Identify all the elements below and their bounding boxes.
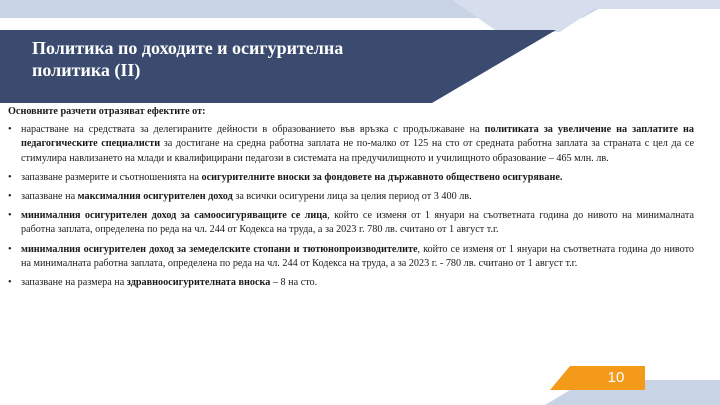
bullet-emphasis: осигурителните вноски за фондовете на държавното обществено осигуряване.: [201, 171, 563, 183]
slide-title: Политика по доходите и осигурителна политика (II): [32, 38, 344, 80]
bullet-dot-icon: •: [8, 210, 12, 222]
bullet-emphasis: здравноосигурителната вноска: [126, 277, 271, 289]
bullet-text: , който се изменя от 1 януари на съответната година до нивото на минималната работна заплата, определена по реда на чл. 244 от Кодекса на труда, а за 2023 г. 780 лв. считано от 1 август т.г.: [21, 210, 694, 236]
bullet-dot-icon: •: [8, 243, 12, 255]
bullet-list: [8, 123, 694, 290]
bullet-text: – 8 на сто.: [270, 277, 318, 289]
bullet-item: [8, 209, 694, 237]
bullet-item: [8, 190, 694, 204]
bullet-item: [8, 171, 694, 185]
bullet-dot-icon: •: [8, 277, 12, 289]
slide-content: [8, 105, 694, 295]
bullet-item: [8, 243, 694, 271]
bullet-dot-icon: •: [8, 124, 12, 136]
bullet-text: запазване на: [21, 191, 78, 203]
top-right-light-shape: [452, 0, 720, 32]
page-number: 10: [607, 369, 625, 386]
bullet-item: [8, 123, 694, 166]
bullet-item: [8, 276, 694, 290]
bullet-emphasis: политиката за увеличение на заплатите на педагогическите специалисти: [21, 124, 694, 150]
bullet-emphasis: максималния осигурителен доход: [77, 191, 233, 203]
bullet-dot-icon: •: [8, 171, 12, 183]
bullet-text: запазване размерите и съотношенията на: [21, 171, 202, 183]
bottom-dark-strip: [645, 366, 720, 380]
intro-text: Основните разчети отразяват ефектите от:: [8, 106, 206, 117]
bullet-text: за всички осигурени лица за целия период от 3 400 лв.: [232, 191, 472, 203]
bullet-text: нарастване на средствата за делегираните дейности в образованието във връзка с продължаване на: [21, 124, 485, 136]
bullet-text: , който се изменя от 1 януари на съответната година до нивото на минималната работна заплата, определена по реда на чл. 244 от Кодекса на труда, а за 2023 г. - 780 лв. считано от 1 август т.г.: [21, 243, 695, 269]
bullet-dot-icon: •: [8, 191, 12, 203]
bullet-text: запазване на размера на: [21, 277, 127, 289]
bullet-emphasis: минималния осигурителен доход за самоосигуряващите се лица: [21, 210, 328, 222]
bullet-emphasis: минималния осигурителен доход за земеделските стопани и тютюнопроизводителите: [21, 243, 418, 255]
bullet-text: за достигане на средна работна заплата не по-малко от 125 на сто от средната работна заплата за страната с цел да се стимулира навлизането на млади и квалифицирани педагози в системата на предучилищното и училищното образование – 465 млн. лв.: [21, 138, 694, 164]
